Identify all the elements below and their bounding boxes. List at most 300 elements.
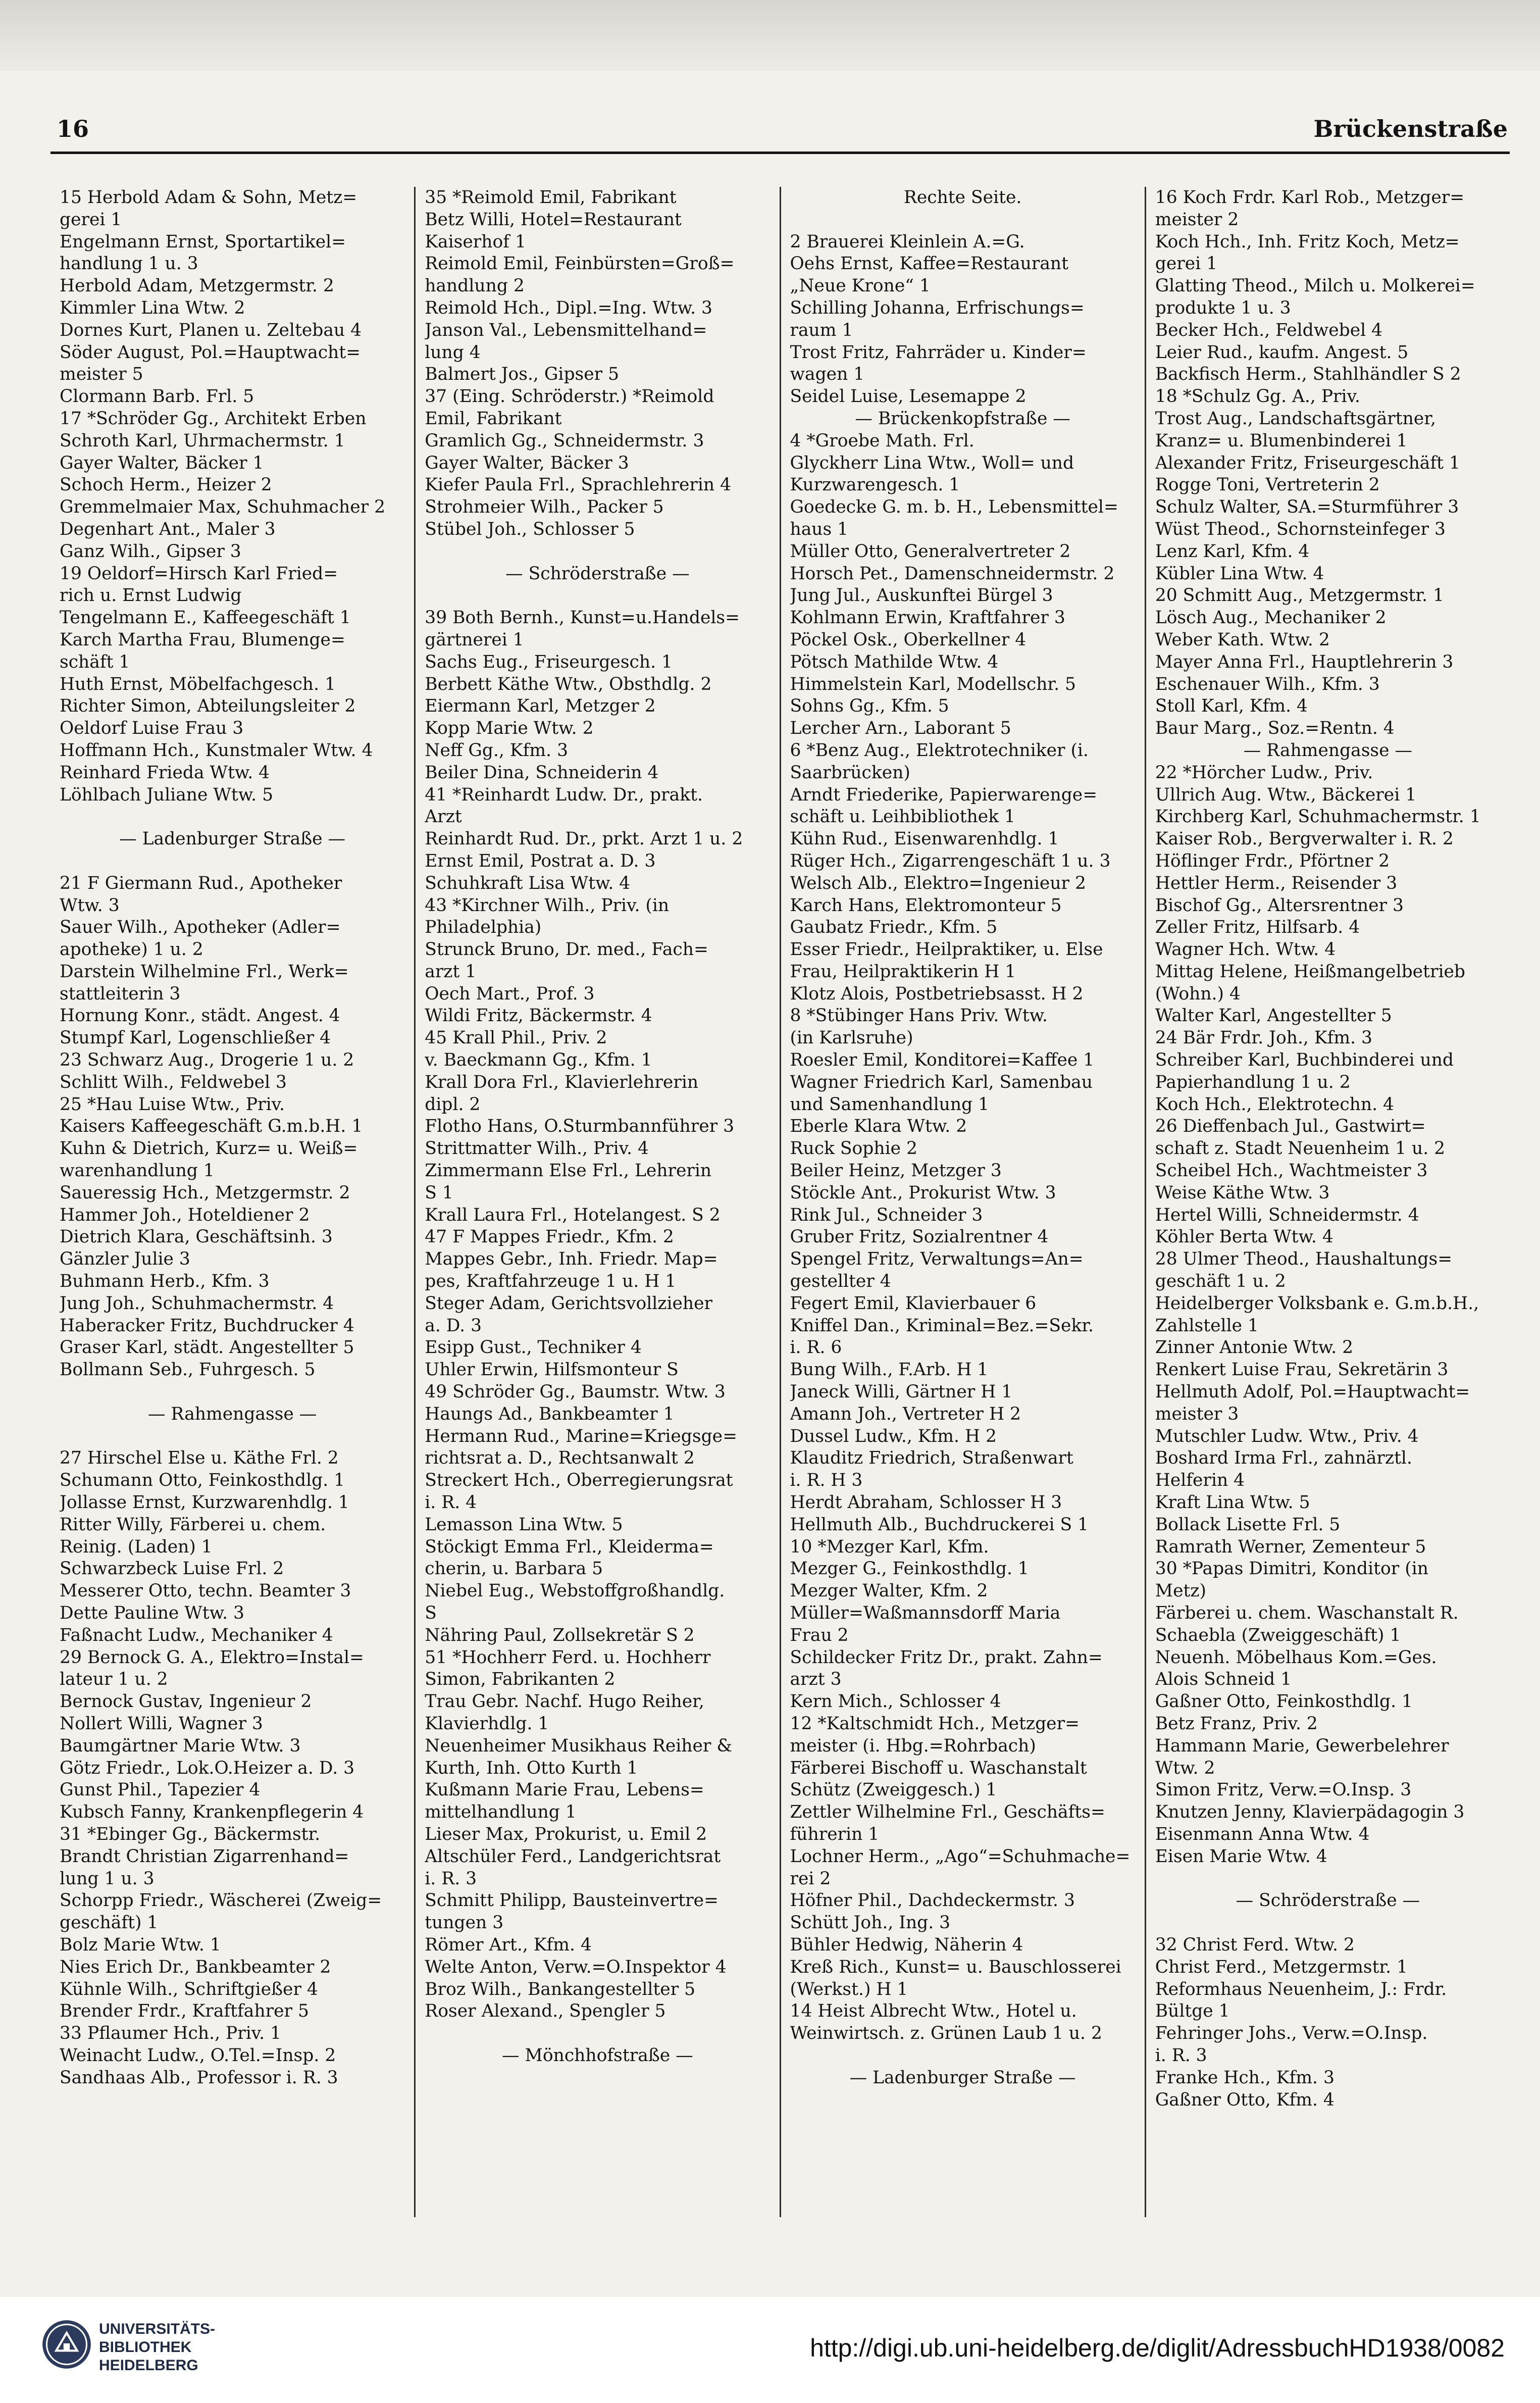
page-number: 16 [57,115,89,142]
directory-entry: Christ Ferd., Metzgermstr. 1 [1155,1957,1408,1977]
directory-entry: Metz) [1155,1581,1206,1601]
directory-entry: Fehringer Johs., Verw.=O.Insp. [1155,2023,1428,2044]
directory-entry: Schuhkraft Lisa Wtw. 4 [425,873,631,893]
directory-entry: Broz Wilh., Bankangestellter 5 [425,1979,696,1999]
directory-entry: Strunck Bruno, Dr. med., Fach= [425,939,708,960]
directory-entry: Uhler Erwin, Hilfsmonteur S [425,1360,679,1380]
directory-entry: Himmelstein Karl, Modellschr. 5 [790,674,1076,694]
directory-entry: Zeller Fritz, Hilfsarb. 4 [1155,917,1360,938]
source-url-link[interactable]: http://digi.ub.uni-heidelberg.de/diglit/AdressbuchHD1938/0082 [810,2334,1505,2362]
directory-entry: Streckert Hch., Oberregierungsrat [425,1470,733,1491]
scan-top-edge [0,0,1540,71]
directory-entry: Leier Rud., kaufm. Angest. 5 [1155,342,1409,363]
directory-entry: gärtnerei 1 [425,629,524,650]
street-heading: Brückenstraße [1313,115,1508,142]
directory-entry: Lieser Max, Prokurist, u. Emil 2 [425,1824,707,1844]
directory-entry: Arzt [425,807,462,827]
directory-entry: Hettler Herm., Reisender 3 [1155,873,1398,893]
directory-entry: Scheibel Hch., Wachtmeister 3 [1155,1161,1428,1181]
directory-entry: Hertel Willi, Schneidermstr. 4 [1155,1205,1419,1225]
directory-entry: meister 3 [1155,1404,1239,1424]
library-name-line: UNIVERSITÄTS- [99,2321,216,2337]
directory-entry: Graser Karl, städt. Angestellter 5 [60,1337,354,1358]
directory-entry: Gremmelmaier Max, Schuhmacher 2 [60,497,386,518]
directory-entry: richtsrat a. D., Rechtsanwalt 2 [425,1448,695,1469]
directory-entry: Darstein Wilhelmine Frl., Werk= [60,961,349,982]
directory-entry: Saarbrücken) [790,762,910,783]
directory-entry: Frau, Heilpraktikerin H 1 [790,961,1016,982]
directory-entry: Dietrich Klara, Geschäftsinh. 3 [60,1227,333,1247]
directory-entry: Höfner Phil., Dachdeckermstr. 3 [790,1890,1075,1911]
directory-entry: Neuenheimer Musikhaus Reiher & [425,1735,733,1756]
directory-entry: 41 *Reinhardt Ludw. Dr., prakt. [425,784,703,805]
directory-entry: warenhandlung 1 [60,1161,215,1181]
directory-entry: 30 *Papas Dimitri, Konditor (in [1155,1559,1428,1579]
directory-entry: 18 *Schulz Gg. A., Priv. [1155,386,1360,407]
directory-entry: Köhler Berta Wtw. 4 [1155,1227,1333,1247]
directory-entry: gerei 1 [1155,254,1218,274]
directory-entry: Pöckel Osk., Oberkellner 4 [790,629,1026,650]
directory-entry: Schildecker Fritz Dr., prakt. Zahn= [790,1647,1103,1668]
directory-entry: Müller=Waßmannsdorff Maria [790,1603,1061,1623]
directory-entry: Stöckle Ant., Prokurist Wtw. 3 [790,1182,1056,1203]
section-heading: Rechte Seite. [903,187,1022,208]
directory-entry: 4 *Groebe Math. Frl. [790,430,974,451]
directory-entry: Mittag Helene, Heißmangelbetrieb [1155,961,1465,982]
directory-entry: 24 Bär Frdr. Joh., Kfm. 3 [1155,1028,1373,1048]
directory-entry: Franke Hch., Kfm. 3 [1155,2067,1334,2088]
directory-entry: Bollack Lisette Frl. 5 [1155,1514,1341,1535]
directory-entry: Eisen Marie Wtw. 4 [1155,1846,1327,1867]
directory-entry: i. R. H 3 [790,1470,863,1491]
directory-entry [1155,1912,1501,1934]
directory-entry: arzt 3 [790,1669,842,1690]
directory-entry: schäft 1 [60,652,130,672]
directory-entry: Kubsch Fanny, Krankenpflegerin 4 [60,1802,364,1823]
directory-entry: Nies Erich Dr., Bankbeamter 2 [60,1957,331,1977]
directory-entry: Clormann Barb. Frl. 5 [60,386,254,407]
directory-entry: Steger Adam, Gerichtsvollzieher [425,1293,713,1314]
directory-entry: arzt 1 [425,961,477,982]
directory-entry: 37 (Eing. Schröderstr.) *Reimold [425,386,714,407]
university-seal-icon [40,2318,93,2371]
directory-entry: Reimold Emil, Feinbürsten=Groß= [425,254,735,274]
directory-entry: Renkert Luise Frau, Sekretärin 3 [1155,1360,1449,1380]
directory-entry: Tengelmann E., Kaffeegeschäft 1 [60,608,351,628]
directory-entry: Schütz (Zweiggesch.) 1 [790,1780,997,1800]
directory-entry: Kreß Rich., Kunst= u. Bauschlosserei [790,1957,1121,1977]
directory-entry: Kopp Marie Wtw. 2 [425,718,594,739]
directory-entry: 26 Dieffenbach Jul., Gastwirt= [1155,1116,1426,1137]
directory-entry: Buhmann Herb., Kfm. 3 [60,1271,270,1292]
directory-entry: Hoffmann Hch., Kunstmaler Wtw. 4 [60,740,373,761]
directory-entry: Rüger Hch., Zigarrengeschäft 1 u. 3 [790,850,1111,871]
directory-entry: Lösch Aug., Mechaniker 2 [1155,608,1387,628]
directory-entry: Walter Karl, Angestellter 5 [1155,1006,1392,1026]
directory-entry: Wildi Fritz, Bäckermstr. 4 [425,1006,652,1026]
directory-entry: 22 *Hörcher Ludw., Priv. [1155,762,1373,783]
directory-entry: 32 Christ Ferd. Wtw. 2 [1155,1934,1355,1955]
directory-entry: Hellmuth Adolf, Pol.=Hauptwacht= [1155,1382,1470,1403]
directory-entry: Gaubatz Friedr., Kfm. 5 [790,917,998,938]
library-name [99,2320,215,2375]
directory-entry: Schroth Karl, Uhrmachermstr. 1 [60,430,345,451]
directory-entry: Schwarzbeck Luise Frl. 2 [60,1559,284,1579]
directory-entry: Spengel Fritz, Verwaltungs=An= [790,1249,1084,1270]
directory-entry: v. Baeckmann Gg., Kfm. 1 [425,1050,652,1071]
directory-entry: 6 *Benz Aug., Elektrotechniker (i. [790,740,1089,761]
directory-entry: und Samenhandlung 1 [790,1094,990,1115]
directory-entry: Bühler Hedwig, Näherin 4 [790,1934,1023,1955]
directory-entry: Welte Anton, Verw.=O.Inspektor 4 [425,1957,727,1977]
directory-entry: schäft u. Leihbibliothek 1 [790,807,1016,827]
directory-entry: Schreiber Karl, Buchbinderei und [1155,1050,1454,1071]
directory-entry: Kaisers Kaffeegeschäft G.m.b.H. 1 [60,1116,363,1137]
directory-entry: Trost Fritz, Fahrräder u. Kinder= [790,342,1087,363]
directory-entry: Jollasse Ernst, Kurzwarenhdlg. 1 [60,1492,349,1513]
directory-entry: Trau Gebr. Nachf. Hugo Reiher, [425,1691,704,1712]
directory-entry: rich u. Ernst Ludwig [60,585,242,606]
directory-entry: Lercher Arn., Laborant 5 [790,718,1011,739]
directory-entry: Altschüler Ferd., Landgerichtsrat [425,1846,721,1867]
directory-entry: wagen 1 [790,364,865,385]
directory-entry: Ruck Sophie 2 [790,1138,917,1159]
directory-entry: Müller Otto, Generalvertreter 2 [790,541,1071,562]
directory-entry: Horsch Pet., Damenschneidermstr. 2 [790,563,1115,584]
directory-entry: Philadelphia) [425,917,542,938]
directory-entry: Roser Alexand., Spengler 5 [425,2001,666,2022]
directory-entry: Rogge Toni, Vertreterin 2 [1155,475,1380,495]
directory-entry: meister 2 [1155,209,1239,230]
directory-entry: Ramrath Werner, Zementeur 5 [1155,1536,1426,1557]
directory-entry: Goedecke G. m. b. H., Lebensmittel= [790,497,1118,518]
directory-entry: Brender Frdr., Kraftfahrer 5 [60,2001,309,2022]
section-heading: — Schröderstraße — [505,563,690,584]
directory-entry: Betz Willi, Hotel=Restaurant [425,209,682,230]
directory-entry: Höflinger Frdr., Pförtner 2 [1155,850,1390,871]
directory-entry: Färberei Bischoff u. Waschanstalt [790,1758,1087,1778]
directory-entry: Betz Franz, Priv. 2 [1155,1713,1318,1734]
directory-entry: Beiler Heinz, Metzger 3 [790,1161,1002,1181]
directory-entry [60,850,405,873]
column-1 [50,187,414,2217]
directory-entry: Lochner Herm., „Ago“=Schuhmache= [790,1846,1131,1867]
directory-entry: Färberei u. chem. Waschanstalt R. [1155,1603,1459,1623]
directory-entry: handlung 2 [425,276,525,296]
directory-entry: Reinhardt Rud. Dr., prkt. Arzt 1 u. 2 [425,829,743,849]
directory-entry: Weinacht Ludw., O.Tel.=Insp. 2 [60,2045,336,2066]
directory-entry: Stoll Karl, Kfm. 4 [1155,696,1308,717]
directory-entry: Simon Fritz, Verw.=O.Insp. 3 [1155,1780,1412,1800]
directory-entry: Zinner Antonie Wtw. 2 [1155,1337,1354,1358]
section-heading: — Mönchhofstraße — [502,2045,693,2066]
directory-entry: gestellter 4 [790,1271,891,1292]
directory-entry: Eisenmann Anna Wtw. 4 [1155,1824,1370,1844]
directory-entry: Mappes Gebr., Inh. Friedr. Map= [425,1249,718,1270]
directory-entry: Oeldorf Luise Frau 3 [60,718,244,739]
directory-entry: (Wohn.) 4 [1155,983,1241,1004]
directory-columns [50,187,1510,2217]
header-rule [50,152,1510,154]
directory-entry: Glyckherr Lina Wtw., Woll= und [790,453,1074,473]
directory-entry: Hellmuth Alb., Buchdruckerei S 1 [790,1514,1089,1535]
directory-entry: Eberle Klara Wtw. 2 [790,1116,967,1137]
directory-entry [425,2023,770,2045]
directory-entry: 21 F Giermann Rud., Apotheker [60,873,342,893]
directory-entry: Schumann Otto, Feinkosthdlg. 1 [60,1470,345,1491]
directory-entry: Römer Art., Kfm. 4 [425,1934,592,1955]
directory-entry: Hammann Marie, Gewerbelehrer [1155,1735,1449,1756]
directory-entry: Kaiserhof 1 [425,231,526,252]
directory-entry: Amann Joh., Vertreter H 2 [790,1404,1021,1424]
directory-entry [790,209,1136,231]
directory-entry: 27 Hirschel Else u. Käthe Frl. 2 [60,1448,339,1469]
directory-entry: Koch Hch., Elektrotechn. 4 [1155,1094,1394,1115]
directory-entry: stattleiterin 3 [60,983,181,1004]
directory-entry: Rink Jul., Schneider 3 [790,1205,983,1225]
directory-entry: Dette Pauline Wtw. 3 [60,1603,244,1623]
directory-entry: Neff Gg., Kfm. 3 [425,740,569,761]
directory-entry: Götz Friedr., Lok.O.Heizer a. D. 3 [60,1758,355,1778]
directory-entry: Schoch Herm., Heizer 2 [60,475,272,495]
directory-entry: Schorpp Friedr., Wäscherei (Zweig= [60,1890,382,1911]
directory-entry: Schaebla (Zweiggeschäft) 1 [1155,1625,1401,1645]
directory-entry: Kraft Lina Wtw. 5 [1155,1492,1310,1513]
directory-entry: Bischof Gg., Altersrentner 3 [1155,895,1404,916]
directory-entry: 16 Koch Frdr. Karl Rob., Metzger= [1155,187,1465,208]
directory-entry: Klotz Alois, Postbetriebsasst. H 2 [790,983,1084,1004]
directory-entry: gerei 1 [60,209,122,230]
directory-entry: Schilling Johanna, Erfrischungs= [790,297,1085,318]
directory-entry: Oech Mart., Prof. 3 [425,983,595,1004]
directory-entry: 8 *Stübinger Hans Priv. Wtw. [790,1006,1048,1026]
directory-entry: 35 *Reimold Emil, Fabrikant [425,187,677,208]
directory-entry: Klauditz Friedrich, Straßenwart [790,1448,1073,1469]
directory-entry: Hornung Konr., städt. Angest. 4 [60,1006,340,1026]
directory-entry: Reformhaus Neuenheim, J.: Frdr. [1155,1979,1447,1999]
directory-entry: Emil, Fabrikant [425,408,562,429]
directory-entry: Boshard Irma Frl., zahnärztl. [1155,1448,1412,1469]
directory-entry: Gunst Phil., Tapezier 4 [60,1780,261,1800]
directory-entry: lateur 1 u. 2 [60,1669,168,1690]
directory-entry: Krall Dora Frl., Klavierlehrerin [425,1072,699,1092]
directory-entry: meister (i. Hbg.=Rohrbach) [790,1735,1036,1756]
directory-entry: Fegert Emil, Klavierbauer 6 [790,1293,1037,1314]
directory-entry: Weise Käthe Wtw. 3 [1155,1182,1330,1203]
directory-entry: Bollmann Seb., Fuhrgesch. 5 [60,1360,316,1380]
directory-entry: Esser Friedr., Heilpraktiker, u. Else [790,939,1103,960]
directory-entry: Brandt Christian Zigarrenhand= [60,1846,349,1867]
directory-entry: haus 1 [790,519,849,539]
directory-entry: Gramlich Gg., Schneidermstr. 3 [425,430,704,451]
directory-entry: Janeck Willi, Gärtner H 1 [790,1382,1013,1403]
section-heading: — Ladenburger Straße — [849,2067,1076,2088]
directory-entry: Schmitt Philipp, Bausteinvertre= [425,1890,718,1911]
directory-entry: Flotho Hans, O.Sturmbannführer 3 [425,1116,735,1137]
directory-entry: Papierhandlung 1 u. 2 [1155,1072,1351,1092]
directory-entry: Strittmatter Wilh., Priv. 4 [425,1138,649,1159]
directory-entry: Lenz Karl, Kfm. 4 [1155,541,1310,562]
directory-entry: Sauer Wilh., Apotheker (Adler= [60,917,341,938]
directory-entry: Mezger G., Feinkosthdlg. 1 [790,1559,1029,1579]
directory-entry: Degenhart Ant., Maler 3 [60,519,276,539]
directory-entry: Herbold Adam, Metzgermstr. 2 [60,276,334,296]
column-2 [414,187,779,2217]
directory-entry: mittelhandlung 1 [425,1802,577,1823]
directory-entry: Bolz Marie Wtw. 1 [60,1934,221,1955]
directory-entry: Reinhard Frieda Wtw. 4 [60,762,270,783]
section-heading: — Rahmengasse — [1243,740,1413,761]
directory-entry: Trost Aug., Landschaftsgärtner, [1155,408,1436,429]
directory-entry: 19 Oeldorf=Hirsch Karl Fried= [60,563,338,584]
directory-entry: Gänzler Julie 3 [60,1249,190,1270]
directory-entry: geschäft 1 u. 2 [1155,1271,1286,1292]
directory-entry: 12 *Kaltschmidt Hch., Metzger= [790,1713,1080,1734]
directory-entry: Kniffel Dan., Kriminal=Bez.=Sekr. [790,1315,1094,1336]
directory-entry: Frau 2 [790,1625,849,1645]
directory-entry: produkte 1 u. 3 [1155,297,1291,318]
directory-entry: Ganz Wilh., Gipser 3 [60,541,241,562]
directory-entry: S 1 [425,1182,453,1203]
directory-entry: Hermann Rud., Marine=Kriegsge= [425,1426,737,1446]
directory-entry [60,806,405,828]
directory-entry: S [425,1603,437,1623]
directory-entry: Kirchberg Karl, Schuhmachermstr. 1 [1155,807,1481,827]
directory-entry: schaft z. Stadt Neuenheim 1 u. 2 [1155,1138,1446,1159]
directory-entry: Baur Marg., Soz.=Rentn. 4 [1155,718,1395,739]
directory-entry: Ullrich Aug. Wtw., Bäckerei 1 [1155,784,1417,805]
directory-entry: 43 *Kirchner Wilh., Priv. (in [425,895,670,916]
directory-entry: Wtw. 3 [60,895,120,916]
directory-entry: Oehs Ernst, Kaffee=Restaurant [790,254,1068,274]
directory-entry: 15 Herbold Adam & Sohn, Metz= [60,187,357,208]
directory-entry: 51 *Hochherr Ferd. u. Hochherr [425,1647,711,1668]
directory-entry: Reinig. (Laden) 1 [60,1536,213,1557]
directory-entry: pes, Kraftfahrzeuge 1 u. H 1 [425,1271,677,1292]
directory-entry: Bung Wilh., F.Arb. H 1 [790,1360,989,1380]
directory-entry: tungen 3 [425,1913,504,1933]
directory-entry: Zimmermann Else Frl., Lehrerin [425,1161,712,1181]
directory-entry: Ritter Willy, Färberei u. chem. [60,1514,326,1535]
library-footer [0,2297,1540,2403]
column-3 [780,187,1145,2217]
directory-entry: Schütt Joh., Ing. 3 [790,1913,951,1933]
directory-entry [790,2045,1136,2067]
directory-entry: Kurzwarengesch. 1 [790,475,960,495]
section-heading: — Rahmengasse — [147,1404,317,1424]
directory-entry: Kiefer Paula Frl., Sprachlehrerin 4 [425,475,732,495]
column-4 [1145,187,1510,2217]
directory-entry: Knutzen Jenny, Klavierpädagogin 3 [1155,1802,1465,1823]
directory-entry: 25 *Hau Luise Wtw., Priv. [60,1094,285,1115]
directory-entry: meister 5 [60,364,143,385]
directory-entry: führerin 1 [790,1824,880,1844]
directory-entry: Bernock Gustav, Ingenieur 2 [60,1691,312,1712]
directory-entry: Glatting Theod., Milch u. Molkerei= [1155,276,1475,296]
directory-entry: Zettler Wilhelmine Frl., Geschäfts= [790,1802,1105,1823]
library-name-line: HEIDELBERG [99,2357,198,2374]
directory-entry: Sandhaas Alb., Professor i. R. 3 [60,2067,338,2088]
directory-entry: Arndt Friederike, Papierwarenge= [790,784,1098,805]
directory-entry: Gayer Walter, Bäcker 3 [425,453,629,473]
directory-entry: Mayer Anna Frl., Hauptlehrerin 3 [1155,652,1454,672]
directory-entry: Sachs Eug., Friseurgesch. 1 [425,652,673,672]
directory-entry: Gruber Fritz, Sozialrentner 4 [790,1227,1049,1247]
directory-entry: raum 1 [790,320,853,340]
directory-entry: cherin, u. Barbara 5 [425,1559,603,1579]
directory-entry: lung 4 [425,342,481,363]
directory-entry: Kühn Rud., Eisenwarenhdlg. 1 [790,829,1059,849]
directory-entry: handlung 1 u. 3 [60,254,198,274]
directory-entry: Herdt Abraham, Schlosser H 3 [790,1492,1062,1513]
directory-entry: Roesler Emil, Konditorei=Kaffee 1 [790,1050,1095,1071]
directory-entry: Schulz Walter, SA.=Sturmführer 3 [1155,497,1459,518]
directory-entry: dipl. 2 [425,1094,481,1115]
section-heading: — Ladenburger Straße — [119,829,346,849]
directory-entry: 47 F Mappes Friedr., Kfm. 2 [425,1227,674,1247]
directory-entry: Simon, Fabrikanten 2 [425,1669,615,1690]
directory-entry: Becker Hch., Feldwebel 4 [1155,320,1383,340]
directory-entry: Alexander Fritz, Friseurgeschäft 1 [1155,453,1460,473]
directory-entry: Weber Kath. Wtw. 2 [1155,629,1330,650]
directory-entry: 20 Schmitt Aug., Metzgermstr. 1 [1155,585,1444,606]
directory-entry: 33 Pflaumer Hch., Priv. 1 [60,2023,282,2044]
directory-entry: Seidel Luise, Lesemappe 2 [790,386,1026,407]
directory-entry: Bültge 1 [1155,2001,1230,2022]
directory-entry: lung 1 u. 3 [60,1868,155,1889]
directory-entry: Gayer Walter, Bäcker 1 [60,453,264,473]
directory-entry: Helferin 4 [1155,1470,1245,1491]
directory-entry: Mezger Walter, Kfm. 2 [790,1581,988,1601]
directory-entry: Haungs Ad., Bankbeamter 1 [425,1404,675,1424]
directory-entry: Richter Simon, Abteilungsleiter 2 [60,696,356,717]
directory-entry: Stöckigt Emma Frl., Kleiderma= [425,1536,714,1557]
directory-entry: Wüst Theod., Schornsteinfeger 3 [1155,519,1446,539]
directory-entry: Janson Val., Lebensmittelhand= [425,320,707,340]
directory-entry: Kern Mich., Schlosser 4 [790,1691,1001,1712]
directory-entry: Kußmann Marie Frau, Lebens= [425,1780,704,1800]
directory-entry: Wagner Hch. Wtw. 4 [1155,939,1336,960]
directory-entry: Nollert Willi, Wagner 3 [60,1713,263,1734]
directory-entry: Backfisch Herm., Stahlhändler S 2 [1155,364,1461,385]
directory-entry: Heidelberger Volksbank e. G.m.b.H., [1155,1293,1479,1314]
library-name-line: BIBLIOTHEK [99,2339,192,2356]
directory-entry: Jung Jul., Auskunftei Bürgel 3 [790,585,1053,606]
directory-entry: rei 2 [790,1868,831,1889]
directory-entry: apotheke) 1 u. 2 [60,939,203,960]
directory-entry: Eiermann Karl, Metzger 2 [425,696,656,717]
directory-entry [1155,1868,1501,1890]
directory-entry: Berbett Käthe Wtw., Obsthdlg. 2 [425,674,712,694]
directory-entry: Koch Hch., Inh. Fritz Koch, Metz= [1155,231,1460,252]
directory-entry: a. D. 3 [425,1315,482,1336]
directory-entry: 17 *Schröder Gg., Architekt Erben [60,408,367,429]
directory-entry: geschäft) 1 [60,1913,159,1933]
directory-entry: Kimmler Lina Wtw. 2 [60,297,245,318]
directory-entry: (Werkst.) H 1 [790,1979,908,1999]
directory-entry: Messerer Otto, techn. Beamter 3 [60,1581,351,1601]
directory-entry: Haberacker Fritz, Buchdrucker 4 [60,1315,354,1336]
directory-entry: Stübel Joh., Schlosser 5 [425,519,635,539]
directory-entry: Alois Schneid 1 [1155,1669,1292,1690]
directory-entry: 29 Bernock G. A., Elektro=Instal= [60,1647,364,1668]
directory-entry: Mutschler Ludw. Wtw., Priv. 4 [1155,1426,1419,1446]
directory-entry: 45 Krall Phil., Priv. 2 [425,1028,607,1048]
directory-entry: Welsch Alb., Elektro=Ingenieur 2 [790,873,1086,893]
directory-entry: (in Karlsruhe) [790,1028,913,1048]
directory-entry: Eschenauer Wilh., Kfm. 3 [1155,674,1380,694]
directory-entry: „Neue Krone“ 1 [790,276,931,296]
